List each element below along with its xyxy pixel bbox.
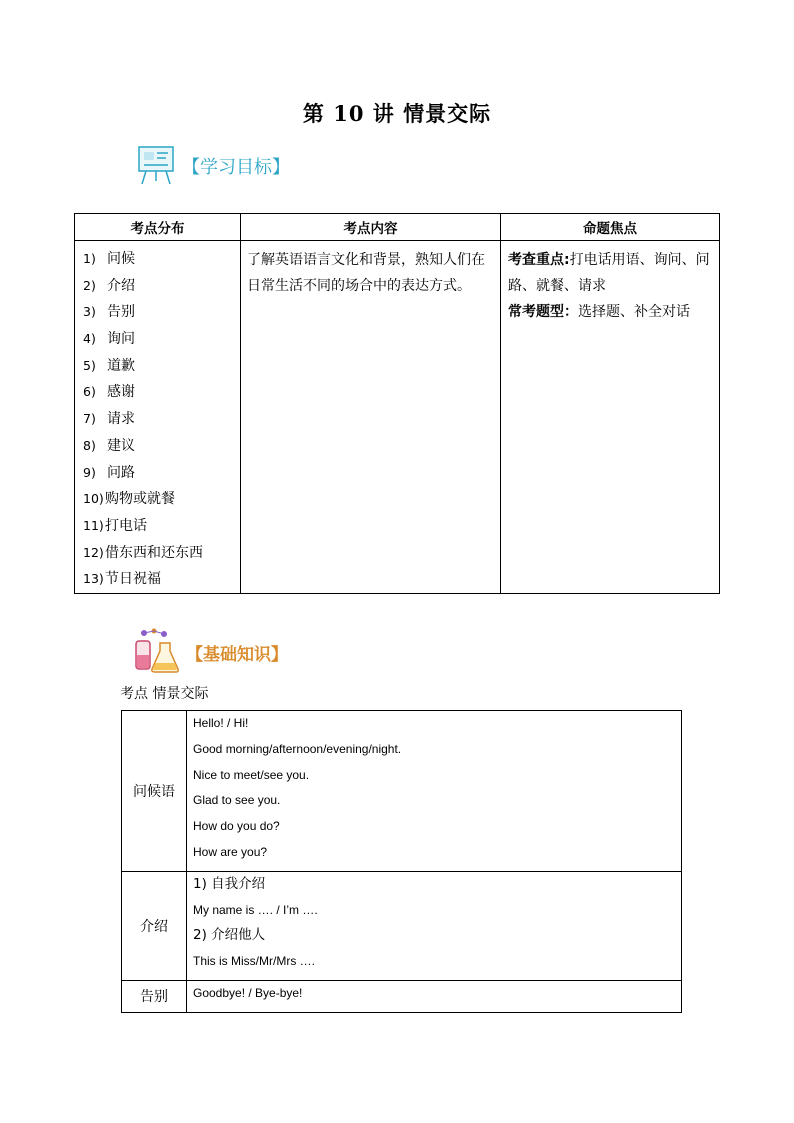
focus-key-label: 考查重点: (508, 252, 570, 268)
topic-number: 11) (83, 517, 104, 533)
phrase-line: My name is …. / I’m …. (193, 902, 318, 917)
topic-number: 4) (83, 331, 96, 347)
topic-item (83, 460, 240, 487)
topic-number: 13) (83, 571, 104, 587)
page-title: 第 10 讲 情景交际 (302, 101, 492, 126)
phrase-line: Nice to meet/see you. (193, 767, 310, 782)
topic-text: 道歉 (107, 357, 135, 374)
content-cell (241, 241, 501, 594)
topic-number: 6) (83, 384, 96, 400)
topic-item (83, 540, 240, 567)
topic-item (83, 406, 240, 433)
topic-text: 感谢 (107, 384, 135, 401)
section-heading-basics (130, 625, 288, 679)
topic-number: 3) (83, 304, 96, 320)
topic-text: 借东西和还东西 (105, 544, 203, 561)
goals-table (74, 213, 720, 594)
focus-cell (501, 241, 720, 594)
topic-item (83, 299, 240, 326)
focus-type (508, 299, 713, 325)
header-content: 考点内容 (241, 214, 501, 241)
topic-item (83, 273, 240, 300)
topic-text: 告别 (107, 304, 135, 321)
section-label-goals: 【学习目标】 (182, 157, 290, 178)
knowledge-row (122, 980, 682, 1012)
phrase-line: This is Miss/Mr/Mrs …. (193, 954, 315, 969)
lab-flask-icon (130, 625, 182, 679)
focus-key-text: 打电话用语、询问、问路、就餐、请求 (508, 252, 710, 294)
focus-key (508, 247, 713, 299)
topic-list (75, 241, 240, 593)
knowledge-label: 问候语 (122, 711, 187, 872)
topic-text: 节日祝福 (105, 571, 161, 588)
section-heading-goals (136, 143, 290, 189)
topic-item (83, 486, 240, 513)
topic-text: 打电话 (105, 517, 147, 534)
topic-text: 请求 (107, 411, 135, 428)
topic-text: 问路 (107, 464, 135, 481)
focus-type-label: 常考题型： (508, 304, 578, 320)
knowledge-row (122, 711, 682, 872)
header-focus: 命题焦点 (501, 214, 720, 241)
topic-text: 介绍 (107, 277, 135, 294)
topic-number: 8) (83, 437, 96, 453)
topic-text: 购物或就餐 (105, 491, 175, 508)
knowledge-row (122, 871, 682, 980)
topic-text: 建议 (107, 437, 135, 454)
phrase-line: 2) 介绍他人 (193, 927, 266, 944)
topic-item (83, 379, 240, 406)
phrase-line: Goodbye! / Bye-bye! (193, 985, 303, 1000)
phrase-line: Hello! / Hi! (193, 716, 249, 730)
topics-cell (75, 241, 241, 594)
knowledge-label: 告别 (122, 980, 187, 1012)
phrase-line: How do you do? (193, 819, 280, 834)
phrase-line: How are you? (193, 844, 268, 859)
topic-item (83, 433, 240, 460)
phrase-line: 1) 自我介绍 (193, 875, 266, 892)
presentation-board-icon (136, 143, 178, 189)
knowledge-label: 介绍 (122, 871, 187, 980)
section-label-basics: 【基础知识】 (186, 644, 288, 665)
knowledge-table (121, 710, 682, 1013)
topic-text: 问候 (107, 251, 135, 267)
topic-number: 7) (83, 411, 96, 427)
topic-number: 2) (83, 277, 96, 293)
topic-number: 1) (83, 251, 96, 266)
topic-number: 9) (83, 464, 96, 480)
knowledge-content (187, 871, 682, 980)
topic-item (83, 246, 240, 273)
knowledge-content (187, 711, 682, 872)
topic-item (83, 513, 240, 540)
topic-item (83, 326, 240, 353)
knowledge-content (187, 980, 682, 1012)
topic-number: 5) (83, 357, 96, 373)
subheading: 考点 情景交际 (120, 686, 209, 702)
phrase-line: Good morning/afternoon/evening/night. (193, 741, 402, 756)
topic-item (83, 566, 240, 593)
phrase-line: Glad to see you. (193, 793, 281, 808)
topic-number: 12) (83, 544, 104, 560)
content-text: 了解英语语言文化和背景，熟知人们在日常生活不同的场合中的表达方式。 (247, 252, 485, 294)
topic-number: 10) (83, 491, 104, 507)
topic-item (83, 353, 240, 380)
header-topics: 考点分布 (75, 214, 241, 241)
focus-type-text: 选择题、补全对话 (578, 304, 690, 320)
topic-text: 询问 (107, 331, 135, 348)
